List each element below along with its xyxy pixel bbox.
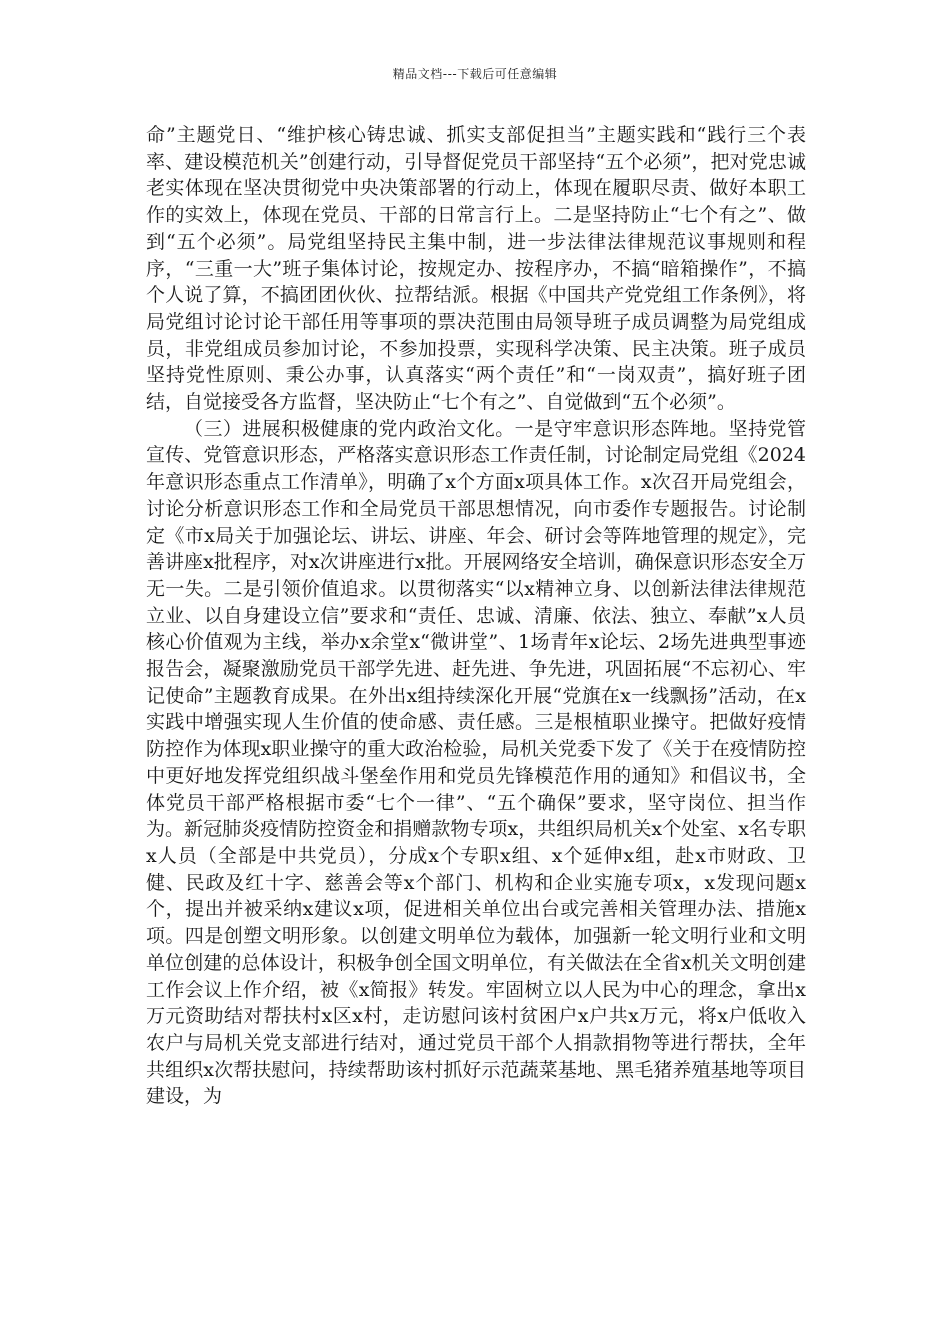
- document-body: [146, 122, 806, 1110]
- page-header: 精品文档---下载后可任意编辑: [392, 67, 558, 81]
- paragraph-continuation: 命”主题党日、“维护核心铸忠诚、抓实支部促担当”主题实践和“践行三个表率、建设模范机关”创建行动，引导督促党员干部坚持“五个必须”，把对党忠诚老实体现在坚决贯彻党中央决策部署的行动上，体现在履职尽责、做好本职工作的实效上，体现在党员、干部的日常言行上。二是坚持防止“七个有之”、做到“五个必须”。局党组坚持民主集中制，进一步法律法律规范议事规则和程序，“三重一大”班子集体讨论，按规定办、按程序办，不搞“暗箱操作”，不搞个人说了算，不搞团团伙伙、拉帮结派。根据《中国共产党党组工作条例》，将局党组讨论讨论干部任用等事项的票决范围由局领导班子成员调整为局党组成员，非党组成员参加讨论，不参加投票，实现科学决策、民主决策。班子成员坚持党性原则、秉公办事，认真落实“两个责任”和“一岗双责”，搞好班子团结，自觉接受各方监督，坚决防止“七个有之”、自觉做到“五个必须”。: [146, 124, 806, 414]
- paragraph-section-three: （三）进展积极健康的党内政治文化。一是守牢意识形态阵地。坚持党管宣传、党管意识形态，严格落实意识形态工作责任制，讨论制定局党组《2024年意识形态重点工作清单》，明确了x个方面x项具体工作。x次召开局党组会，讨论分析意识形态工作和全局党员干部思想情况，向市委作专题报告。讨论制定《市x局关于加强论坛、讲坛、讲座、年会、研讨会等阵地管理的规定》，完善讲座x批程序，对x次讲座进行x批。开展网络安全培训，确保意识形态安全万无一失。二是引领价值追求。以贯彻落实“以x精神立身、以创新法律法律规范立业、以自身建设立信”要求和“责任、忠诚、清廉、依法、独立、奉献”x人员核心价值观为主线，举办x余堂x“微讲堂”、1场青年x论坛、2场先进典型事迹报告会，凝聚激励党员干部学先进、赶先进、争先进，巩固拓展“不忘初心、牢记使命”主题教育成果。在外出x组持续深化开展“党旗在x一线飘扬”活动，在x实践中增强实现人生价值的使命感、责任感。三是根植职业操守。把做好疫情防控作为体现x职业操守的重大政治检验，局机关党委下发了《关于在疫情防控中更好地发挥党组织战斗堡垒作用和党员先锋模范作用的通知》和倡议书，全体党员干部严格根据市委“七个一律”、“五个确保”要求，坚守岗位、担当作为。新冠肺炎疫情防控资金和捐赠款物专项x，共组织局机关x个处室、x名专职x人员（全部是中共党员），分成x个专职x组、x个延伸x组，赴x市财政、卫健、民政及红十字、慈善会等x个部门、机构和企业实施专项x，x发现问题x个，提出并被采纳x建议x项，促进相关单位出台或完善相关管理办法、措施x项。四是创塑文明形象。以创建文明单位为载体，加强新一轮文明行业和文明单位创建的总体设计，积极争创全国文明单位，有关做法在全省x机关文明创建工作会议上作介绍，被《x简报》转发。牢固树立以人民为中心的理念，拿出x万元资助结对帮扶村x区x村，走访慰问该村贫困户x户共x万元，将x户低收入农户与局机关党支部进行结对，通过党员干部个人捐款捐物等进行帮扶，全年共组织x次帮扶慰问，持续帮助该村抓好示范蔬菜基地、黑毛猪养殖基地等项目建设，为: [146, 417, 806, 1108]
